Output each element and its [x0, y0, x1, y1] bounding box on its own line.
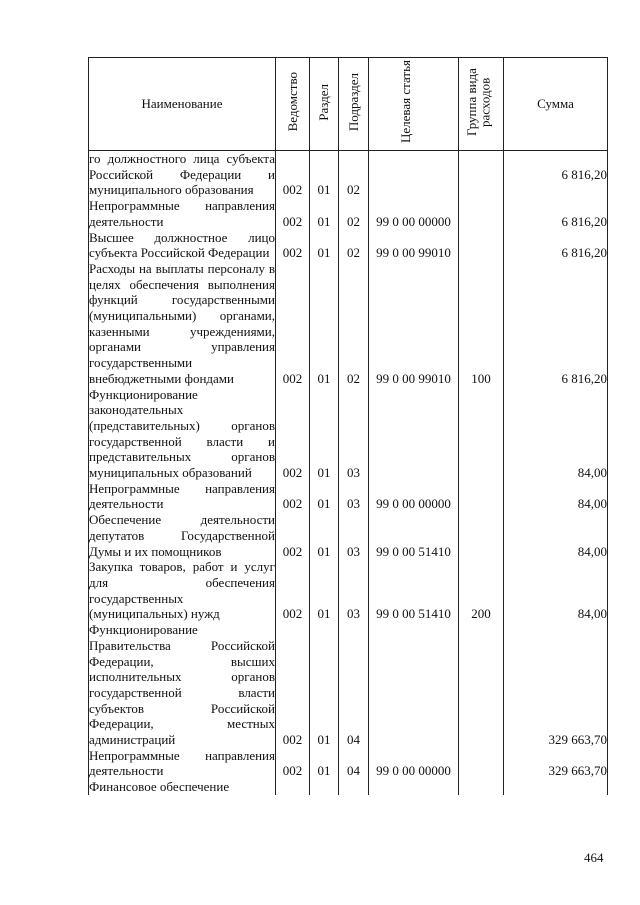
- table-row: [89, 151, 608, 199]
- row-group: [459, 622, 504, 748]
- row-sum: 6 816,20: [504, 261, 608, 387]
- table-row: [89, 748, 608, 779]
- table-row: [89, 261, 608, 387]
- row-subsection: 03: [339, 387, 369, 481]
- page-number: 464: [584, 850, 604, 865]
- header-target: [369, 58, 459, 151]
- row-section: 01: [310, 559, 339, 622]
- row-target: [369, 387, 459, 481]
- row-dept: 002: [276, 481, 310, 512]
- row-target: [369, 151, 459, 199]
- row-group: 100: [459, 261, 504, 387]
- row-name: Непрограммные направления деятельности: [89, 747, 275, 779]
- row-dept: 002: [276, 198, 310, 229]
- table-row: [89, 559, 608, 622]
- header-target-label: Целевая статья: [397, 60, 413, 144]
- row-dept: 002: [276, 151, 310, 199]
- row-sum: 84,00: [504, 481, 608, 512]
- row-name: Функционирование Правительства Российской Федерации, высших исполнительных органов государственной власти субъектов Российской Федерации, местных администраций: [89, 622, 275, 748]
- row-group: [459, 779, 504, 795]
- row-sum: 84,00: [504, 512, 608, 559]
- row-name: Высшее должностное лицо субъекта Российской Федерации: [89, 229, 275, 261]
- row-section: 01: [310, 512, 339, 559]
- row-dept: 002: [276, 622, 310, 748]
- table-row: [89, 481, 608, 512]
- row-section: 01: [310, 622, 339, 748]
- row-name: Непрограммные направления деятельности: [89, 198, 275, 229]
- table-body: [89, 151, 608, 795]
- row-name: го должностного лица субъекта Российской Федерации и муниципального образования: [89, 151, 275, 198]
- row-target: 99 0 00 00000: [369, 748, 459, 779]
- row-group: [459, 230, 504, 261]
- row-name: Финансовое обеспечение: [89, 779, 276, 795]
- row-target: 99 0 00 99010: [369, 230, 459, 261]
- row-dept: 002: [276, 559, 310, 622]
- row-group: 200: [459, 559, 504, 622]
- row-dept: 002: [276, 748, 310, 779]
- row-target: [369, 779, 459, 795]
- header-group-label: Группа вида расходов: [464, 68, 493, 136]
- table-row: [89, 230, 608, 261]
- row-subsection: 04: [339, 748, 369, 779]
- header-subsection-label: Подраздел: [345, 72, 361, 132]
- header-dept: [276, 58, 310, 151]
- header-dept-label: Ведомство: [284, 72, 300, 132]
- row-group: [459, 748, 504, 779]
- row-section: 01: [310, 261, 339, 387]
- row-target: 99 0 00 51410: [369, 559, 459, 622]
- row-target: 99 0 00 00000: [369, 198, 459, 229]
- row-sum: 329 663,70: [504, 622, 608, 748]
- header-group: [459, 58, 504, 151]
- row-name: Расходы на выплаты персоналу в целях обеспечения выполнения функций государственными (муниципальными) органами, казенными учреждениями, органами управления государственными внебюджетными фондами: [89, 260, 275, 386]
- header-section-label: Раздел: [316, 83, 332, 121]
- row-group: [459, 387, 504, 481]
- row-dept: 002: [276, 230, 310, 261]
- row-dept: 002: [276, 512, 310, 559]
- table-row: [89, 779, 608, 795]
- row-subsection: 02: [339, 261, 369, 387]
- row-sum: 6 816,20: [504, 198, 608, 229]
- header-row: [89, 58, 608, 151]
- row-subsection: 03: [339, 481, 369, 512]
- row-subsection: 03: [339, 559, 369, 622]
- row-group: [459, 481, 504, 512]
- row-sum: 6 816,20: [504, 151, 608, 199]
- table-row: [89, 622, 608, 748]
- row-section: 01: [310, 151, 339, 199]
- row-subsection: 02: [339, 198, 369, 229]
- row-section: [310, 779, 339, 795]
- row-sum: 6 816,20: [504, 230, 608, 261]
- row-section: 01: [310, 230, 339, 261]
- table-row: [89, 198, 608, 229]
- row-name: Функционирование законодательных (представительных) органов государственной власти и представительных органов муниципальных образований: [89, 386, 275, 481]
- table-row: [89, 387, 608, 481]
- row-section: 01: [310, 198, 339, 229]
- row-subsection: [339, 779, 369, 795]
- header-sum: Сумма: [504, 58, 608, 151]
- row-name: Закупка товаров, работ и услуг для обеспечения государственных (муниципальных) нужд: [89, 559, 275, 622]
- row-section: 01: [310, 748, 339, 779]
- row-subsection: 04: [339, 622, 369, 748]
- header-subsection: [339, 58, 369, 151]
- row-name: Непрограммные направления деятельности: [89, 480, 275, 512]
- header-section: [310, 58, 339, 151]
- row-target: 99 0 00 00000: [369, 481, 459, 512]
- row-dept: [276, 779, 310, 795]
- row-group: [459, 198, 504, 229]
- row-target: [369, 622, 459, 748]
- table-row: [89, 512, 608, 559]
- header-name: Наименование: [89, 58, 276, 151]
- row-name: Обеспечение деятельности депутатов Государственной Думы и их помощников: [89, 512, 275, 559]
- budget-table: [88, 57, 608, 795]
- row-target: 99 0 00 51410: [369, 512, 459, 559]
- row-section: 01: [310, 387, 339, 481]
- row-dept: 002: [276, 261, 310, 387]
- row-group: [459, 151, 504, 199]
- row-section: 01: [310, 481, 339, 512]
- row-subsection: 02: [339, 230, 369, 261]
- row-sum: 329 663,70: [504, 748, 608, 779]
- row-subsection: 02: [339, 151, 369, 199]
- row-dept: 002: [276, 387, 310, 481]
- row-sum: 84,00: [504, 559, 608, 622]
- row-target: 99 0 00 99010: [369, 261, 459, 387]
- row-sum: [504, 779, 608, 795]
- row-subsection: 03: [339, 512, 369, 559]
- row-group: [459, 512, 504, 559]
- row-sum: 84,00: [504, 387, 608, 481]
